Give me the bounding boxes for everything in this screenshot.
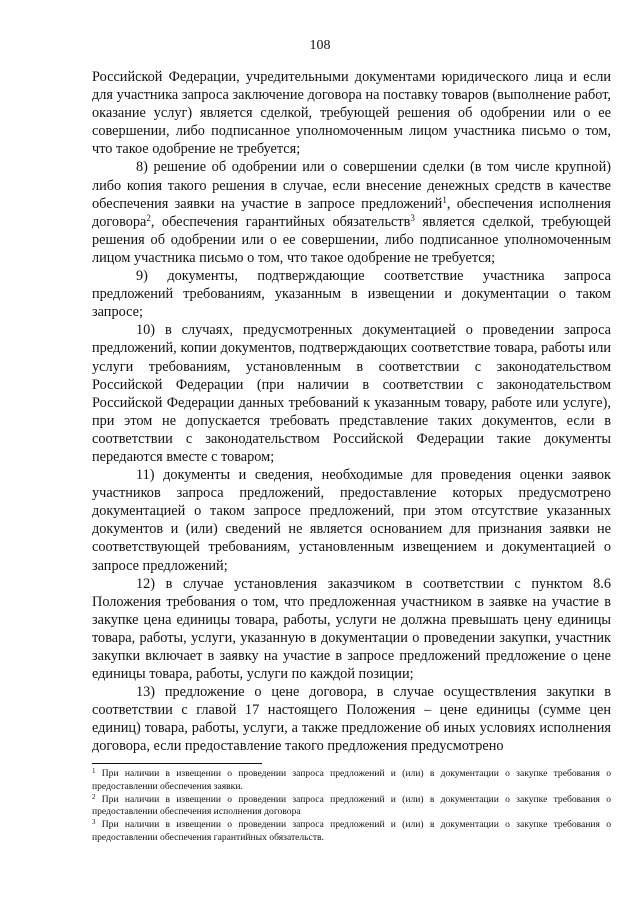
paragraph-continuation: Российской Федерации, учредительными документами юридического лица и если для участника запроса заключение договора на поставку товаров (выполнение работ, оказание услуг) является сделкой, требующей решения об одобрении или о ее совершении, либо подписанное уполномоченным лицом участника письмо о том, что такое одобрение не требуется;	[92, 69, 611, 158]
paragraph-item-11: 11) документы и сведения, необходимые для проведения оценки заявок участников запроса предложений, предоставление которых предусмотрено документацией о таком запросе предложений, при этом отсутствие указанных документов и (или) сведений не является основанием для признания заявки не соответствующей требованиям, установленным извещением и документацией о запросе предложений;	[92, 467, 611, 574]
footnote-divider	[92, 763, 262, 764]
footnote-marker-2: 2	[92, 792, 96, 801]
footnote-text-3: При наличии в извещении о проведении запроса предложений и (или) в документации о закупке требования о предоставлении обеспечения гарантийных обязательств.	[92, 819, 611, 843]
footnote-1	[92, 768, 611, 794]
footnotes	[92, 768, 611, 845]
footnote-marker-1: 1	[92, 767, 96, 775]
footnote-ref-1[interactable]: 1	[442, 194, 447, 205]
paragraph-item-8	[92, 158, 611, 267]
item-8-text-part-1: 8) решение об одобрении или о совершении сделки (в том числе крупной) либо копия такого решения в случае, если внесение денежных средств в качестве обеспечения заявки на участие в запросе предложений	[92, 159, 611, 212]
item-8-text-part-2: , обеспечения исполнения договора	[92, 195, 611, 230]
footnote-2	[92, 794, 611, 820]
paragraph-item-9: 9) документы, подтверждающие соответствие участника запроса предложений требованиям, указанным в извещении и документации о таком запросе;	[92, 268, 611, 321]
item-8-text-part-3: , обеспечения гарантийных обязательств	[150, 213, 411, 230]
footnote-3	[92, 819, 611, 845]
footnote-ref-3[interactable]: 3	[410, 212, 415, 223]
paragraph-item-10: 10) в случаях, предусмотренных документацией о проведении запроса предложений, копии документов, подтверждающих соответствие товара, работы или услуги требованиям, установленным в соответствии с законодательством Российской Федерации (при наличии в соответствии с законодательством Российской Федерации данных требований к указанным товару, работе или услуге), при этом не допускается требовать представление таких документов, если в соответствии с законодательством Российской Федерации такие документы передаются вместе с товаром;	[92, 322, 611, 465]
item-8-text-part-4: является сделкой, требующей решения об одобрении или о ее совершении, либо подписанное уполномоченным лицом участника письмо о том, что такое одобрение не требуется;	[92, 213, 611, 266]
paragraph-item-12: 12) в случае установления заказчиком в соответствии с пунктом 8.6 Положения требования о том, что предложенная участником в заявке на участие в закупке цена единицы товара, работы, услуги не должна превышать цену единицы товара, работы, услуги, указанную в документации о проведении закупки, участник закупки включает в заявку на участие в запросе предложений предложение о цене единицы товара, работы, услуги по каждой позиции;	[92, 575, 611, 683]
footnote-text-2: При наличии в извещении о проведении запроса предложений и (или) в документации о закупке требования о предоставлении обеспечения исполнения договора	[92, 793, 611, 818]
paragraph-item-13: 13) предложение о цене договора, в случае осуществления закупки в соответствии с главой 17 настоящего Положения – цене единицы (сумме цен единиц) товара, работы, услуги, а также предложение об иных условиях исполнения договора, если предоставление такого предложения предусмотрено	[92, 684, 611, 755]
page-number: 108	[309, 38, 331, 53]
footnote-text-1: При наличии в извещении о проведении запроса предложений и (или) в документации о закупке требования о предоставлении обеспечения заявки.	[92, 768, 611, 792]
footnote-marker-3: 3	[92, 818, 96, 827]
body-text	[92, 68, 611, 756]
footnote-ref-2[interactable]: 2	[146, 212, 151, 223]
